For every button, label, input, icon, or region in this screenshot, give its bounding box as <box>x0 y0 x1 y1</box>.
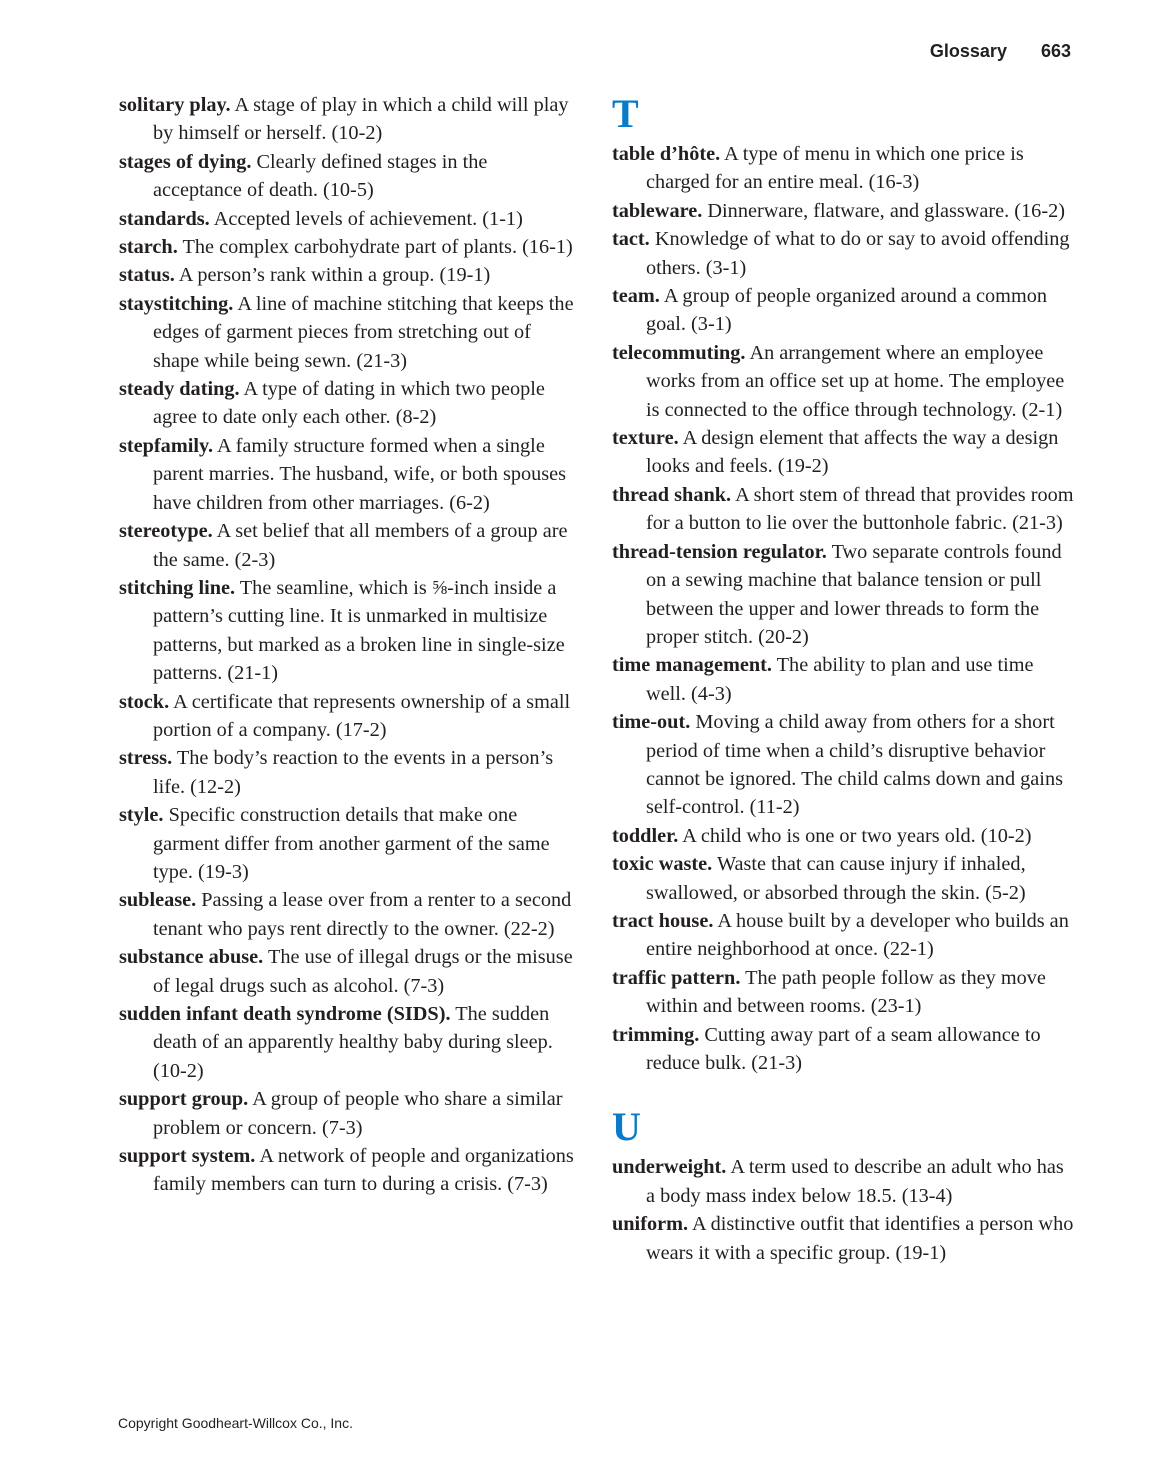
glossary-definition: A person’s rank within a group. (19-1) <box>178 264 491 287</box>
glossary-term: support system. <box>119 1145 256 1168</box>
glossary-term: time management. <box>612 654 772 677</box>
glossary-definition: A term used to describe an adult who has a body mass index below 18.5. (13-4) <box>646 1156 1064 1207</box>
glossary-entry <box>612 1021 1074 1078</box>
glossary-definition: Accepted levels of achievement. (1-1) <box>213 207 523 230</box>
glossary-definition: A design element that affects the way a design looks and feels. (19-2) <box>646 427 1059 478</box>
glossary-term: telecommuting. <box>612 341 746 364</box>
glossary-entry <box>612 225 1074 282</box>
glossary-definition: A stage of play in which a child will play by himself or herself. (10-2) <box>153 94 569 145</box>
glossary-definition: The body’s reaction to the events in a person’s life. (12-2) <box>153 747 554 798</box>
glossary-term: tract house. <box>612 909 714 932</box>
copyright-footer: Copyright Goodheart-Willcox Co., Inc. <box>118 1415 353 1431</box>
glossary-definition: A short stem of thread that provides room for a button to lie over the buttonhole fabric. (21-3) <box>646 483 1074 535</box>
glossary-term: sudden infant death syndrome (SIDS). <box>119 1003 451 1025</box>
glossary-entry <box>612 651 1074 708</box>
glossary-term: support group. <box>119 1088 249 1111</box>
glossary-definition: An arrangement where an employee works from an office set up at home. The employee is connected to the office through technology. (2-1) <box>646 341 1065 421</box>
glossary-term: stock. <box>119 690 170 713</box>
letter-heading-t: T <box>612 91 639 136</box>
glossary-definition: A line of machine stitching that keeps the edges of garment pieces from stretching out of shape while being sewn. (21-3) <box>153 292 574 372</box>
glossary-entry <box>612 907 1074 964</box>
glossary-term: tact. <box>612 228 650 251</box>
section-title: Glossary <box>929 41 1007 61</box>
glossary-entry <box>119 943 581 1000</box>
glossary-entry <box>119 1085 581 1142</box>
glossary-entry <box>119 744 581 801</box>
glossary-term: traffic pattern. <box>612 966 741 989</box>
glossary-term: solitary play. <box>119 94 231 116</box>
glossary-term: style. <box>119 804 164 827</box>
page-number: 663 <box>1040 41 1071 61</box>
glossary-entry <box>119 205 581 233</box>
glossary-definition: A certificate that represents ownership of a small portion of a company. (17-2) <box>153 690 571 741</box>
glossary-term: sublease. <box>119 889 197 912</box>
glossary-term: steady dating. <box>119 378 240 401</box>
glossary-term: substance abuse. <box>119 946 264 969</box>
glossary-definition: Knowledge of what to do or say to avoid offending others. (3-1) <box>646 228 1070 279</box>
glossary-definition: The seamline, which is ⅝-inch inside a pattern’s cutting line. It is unmarked in multisize patterns, but marked as a broken line in single-size patterns. (21-1) <box>153 576 565 685</box>
glossary-entry <box>612 538 1074 652</box>
glossary-definition: Passing a lease over from a renter to a second tenant who pays rent directly to the owner. (22-2) <box>153 889 572 940</box>
glossary-term: underweight. <box>612 1156 727 1179</box>
glossary-entry <box>612 1210 1074 1267</box>
glossary-definition: A group of people who share a similar problem or concern. (7-3) <box>153 1088 563 1139</box>
glossary-term: starch. <box>119 236 178 259</box>
glossary-definition: The complex carbohydrate part of plants. (16-1) <box>182 236 573 259</box>
glossary-term: toddler. <box>612 824 679 847</box>
glossary-entry <box>119 91 581 148</box>
glossary-entry <box>119 233 581 261</box>
glossary-definition: Moving a child away from others for a short period of time when a child’s disruptive behavior cannot be ignored. The child calms down and gains self-control. (11-2) <box>646 711 1063 819</box>
glossary-definition: A group of people organized around a common goal. (3-1) <box>646 285 1048 336</box>
glossary-definition: Dinnerware, flatware, and glassware. (16-2) <box>707 199 1065 222</box>
glossary-entry <box>119 801 581 886</box>
glossary-term: status. <box>119 264 175 287</box>
glossary-definition: A family structure formed when a single parent marries. The husband, wife, or both spouses have children from other marriages. (6-2) <box>153 434 567 514</box>
glossary-definition: A set belief that all members of a group are the same. (2-3) <box>153 520 568 571</box>
glossary-term: stereotype. <box>119 520 213 543</box>
glossary-term: uniform. <box>612 1213 689 1236</box>
glossary-entry <box>612 1153 1074 1210</box>
glossary-definition: A distinctive outfit that identifies a person who wears it with a specific group. (19-1) <box>646 1213 1074 1264</box>
glossary-definition: A network of people and organizations family members can turn to during a crisis. (7-3) <box>153 1145 574 1196</box>
glossary-term: standards. <box>119 207 210 230</box>
glossary-definition: Cutting away part of a seam allowance to reduce bulk. (21-3) <box>646 1023 1041 1074</box>
glossary-entry <box>612 197 1074 225</box>
glossary-definition: Waste that can cause injury if inhaled, swallowed, or absorbed through the skin. (5-2) <box>646 853 1026 904</box>
glossary-definition: A child who is one or two years old. (10-2) <box>682 824 1032 847</box>
glossary-term: staystitching. <box>119 292 234 315</box>
glossary-definition: A type of dating in which two people agree to date only each other. (8-2) <box>153 378 545 429</box>
glossary-entry <box>612 339 1074 424</box>
glossary-term: table d’hôte. <box>612 143 721 165</box>
glossary-definition: The use of illegal drugs or the misuse of legal drugs such as alcohol. (7-3) <box>153 946 573 997</box>
glossary-entry <box>119 517 581 574</box>
glossary-column-right <box>612 92 1074 1267</box>
glossary-entry <box>119 574 581 688</box>
glossary-entry <box>612 140 1074 197</box>
glossary-entry <box>119 432 581 517</box>
glossary-definition: Two separate controls found on a sewing machine that balance tension or pull between the upper and lower threads to form the proper stitch. (20-2) <box>646 540 1062 648</box>
glossary-entry <box>119 886 581 943</box>
glossary-term: stitching line. <box>119 576 236 599</box>
glossary-term: stages of dying. <box>119 150 252 173</box>
glossary-term: trimming. <box>612 1023 700 1046</box>
glossary-term: time-out. <box>612 711 691 734</box>
glossary-definition: A house built by a developer who builds an entire neighborhood at once. (22-1) <box>646 909 1069 961</box>
glossary-entry <box>612 850 1074 907</box>
glossary-entry <box>612 822 1074 850</box>
glossary-definition: Clearly defined stages in the acceptance of death. (10-5) <box>153 150 488 202</box>
glossary-entry <box>119 375 581 432</box>
glossary-entry <box>612 708 1074 822</box>
glossary-term: toxic waste. <box>612 853 713 876</box>
glossary-term: texture. <box>612 427 679 450</box>
glossary-entry <box>612 282 1074 339</box>
glossary-term: tableware. <box>612 199 703 222</box>
glossary-entry <box>119 148 581 205</box>
glossary-entry <box>119 290 581 375</box>
glossary-entry <box>612 424 1074 481</box>
glossary-term: stepfamily. <box>119 434 214 457</box>
glossary-definition: A type of menu in which one price is charged for an entire meal. (16-3) <box>646 143 1024 194</box>
glossary-entry <box>119 688 581 745</box>
glossary-term: stress. <box>119 747 173 770</box>
glossary-definition: Specific construction details that make one garment differ from another garment of the same type. (19-3) <box>153 804 550 883</box>
glossary-term: thread-tension regulator. <box>612 540 827 563</box>
glossary-term: team. <box>612 285 660 308</box>
glossary-definition: The ability to plan and use time well. (4-3) <box>646 654 1034 705</box>
glossary-entry <box>612 964 1074 1021</box>
glossary-entry <box>612 481 1074 538</box>
running-header <box>930 41 1071 62</box>
glossary-definition: The sudden death of an apparently healthy baby during sleep. (10-2) <box>153 1003 553 1082</box>
glossary-definition: The path people follow as they move within and between rooms. (23-1) <box>646 966 1046 1018</box>
glossary-term: thread shank. <box>612 483 732 506</box>
glossary-entry <box>119 1142 581 1199</box>
glossary-column-left <box>119 91 581 1199</box>
glossary-entry <box>119 261 581 289</box>
glossary-entry <box>119 1000 581 1085</box>
letter-heading-u: U <box>612 1104 641 1150</box>
